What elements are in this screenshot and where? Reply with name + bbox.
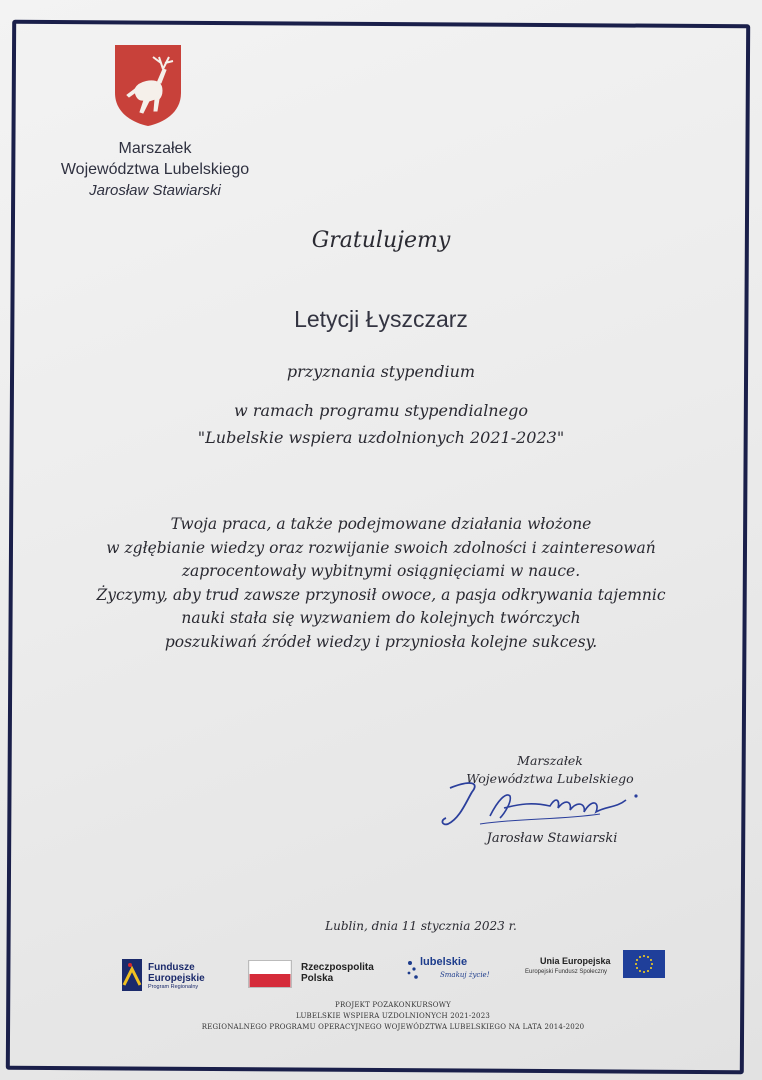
recipient-name: Letycji Łyszczarz: [294, 306, 468, 332]
date-place: Lublin, dnia 11 stycznia 2023 r.: [325, 919, 517, 933]
body-line: w zgłębianie wiedzy oraz rozwijanie swoich zdolności i zainteresowań: [106, 538, 656, 557]
body-line: poszukiwań źródeł wiedzy i przyniosła kolejne sukcesy.: [164, 632, 598, 651]
eu-flag-icon: [623, 950, 665, 978]
polish-flag-icon: [248, 960, 292, 988]
issuer-title-line1: Marszałek: [118, 140, 192, 157]
rp-line2: Polska: [301, 973, 334, 984]
fe-subtitle: Program Regionalny: [148, 984, 199, 990]
fe-line2: Europejskie: [148, 973, 205, 984]
signatory-title-line1: Marszałek: [517, 753, 583, 768]
program-line-1: w ramach programu stypendialnego: [234, 401, 528, 420]
lubelskie-coat-of-arms-icon: [113, 43, 183, 127]
unia-europejska-label: Unia Europejska: [540, 956, 611, 966]
fe-line1: Fundusze: [148, 962, 195, 973]
fundusze-europejskie-label: [148, 962, 205, 984]
congratulation-body: [0, 513, 762, 654]
issuer-block: [30, 138, 280, 201]
project-line-1: PROJEKT POZAKONKURSOWY: [335, 1001, 451, 1009]
issuer-title-line2: Województwa Lubelskiego: [60, 161, 250, 178]
project-line-2: LUBELSKIE WSPIERA UZDOLNIONYCH 2021-2023: [295, 1012, 490, 1020]
award-text: przyznania stypendium: [286, 362, 476, 381]
project-line-3: REGIONALNEGO PROGRAMU OPERACYJNEGO WOJEWÓDZTWA LUBELSKIEGO NA LATA 2014-2020: [201, 1023, 585, 1031]
body-line: Twoja praca, a także podejmowane działania włożone: [170, 515, 592, 533]
rzeczpospolita-polska-label: [301, 962, 374, 984]
body-line: Życzymy, aby trud zawsze przynosił owoce, a pasja odkrywania tajemnic: [96, 585, 666, 604]
signatory-name: Jarosław Stawiarski: [486, 831, 618, 846]
signatory-title-line2: Województwa Lubelskiego: [466, 771, 634, 786]
handwritten-signature: [440, 778, 660, 834]
issuer-name: Jarosław Stawiarski: [89, 182, 221, 199]
efs-label: Europejski Fundusz Społeczny: [525, 969, 608, 975]
program-line-2: "Lubelskie wspiera uzdolnionych 2021-2023": [197, 428, 565, 447]
greeting-heading: Gratulujemy: [311, 228, 451, 253]
rp-line1: Rzeczpospolita: [301, 962, 374, 973]
lubelskie-label: lubelskie: [420, 956, 468, 968]
body-line: zaprocentowały wybitnymi osiągnięciami w nauce.: [181, 562, 581, 580]
body-line: nauki stała się wyzwaniem do kolejnych twórczych: [181, 609, 581, 627]
lubelskie-tagline: Smakuj życie!: [440, 971, 490, 979]
